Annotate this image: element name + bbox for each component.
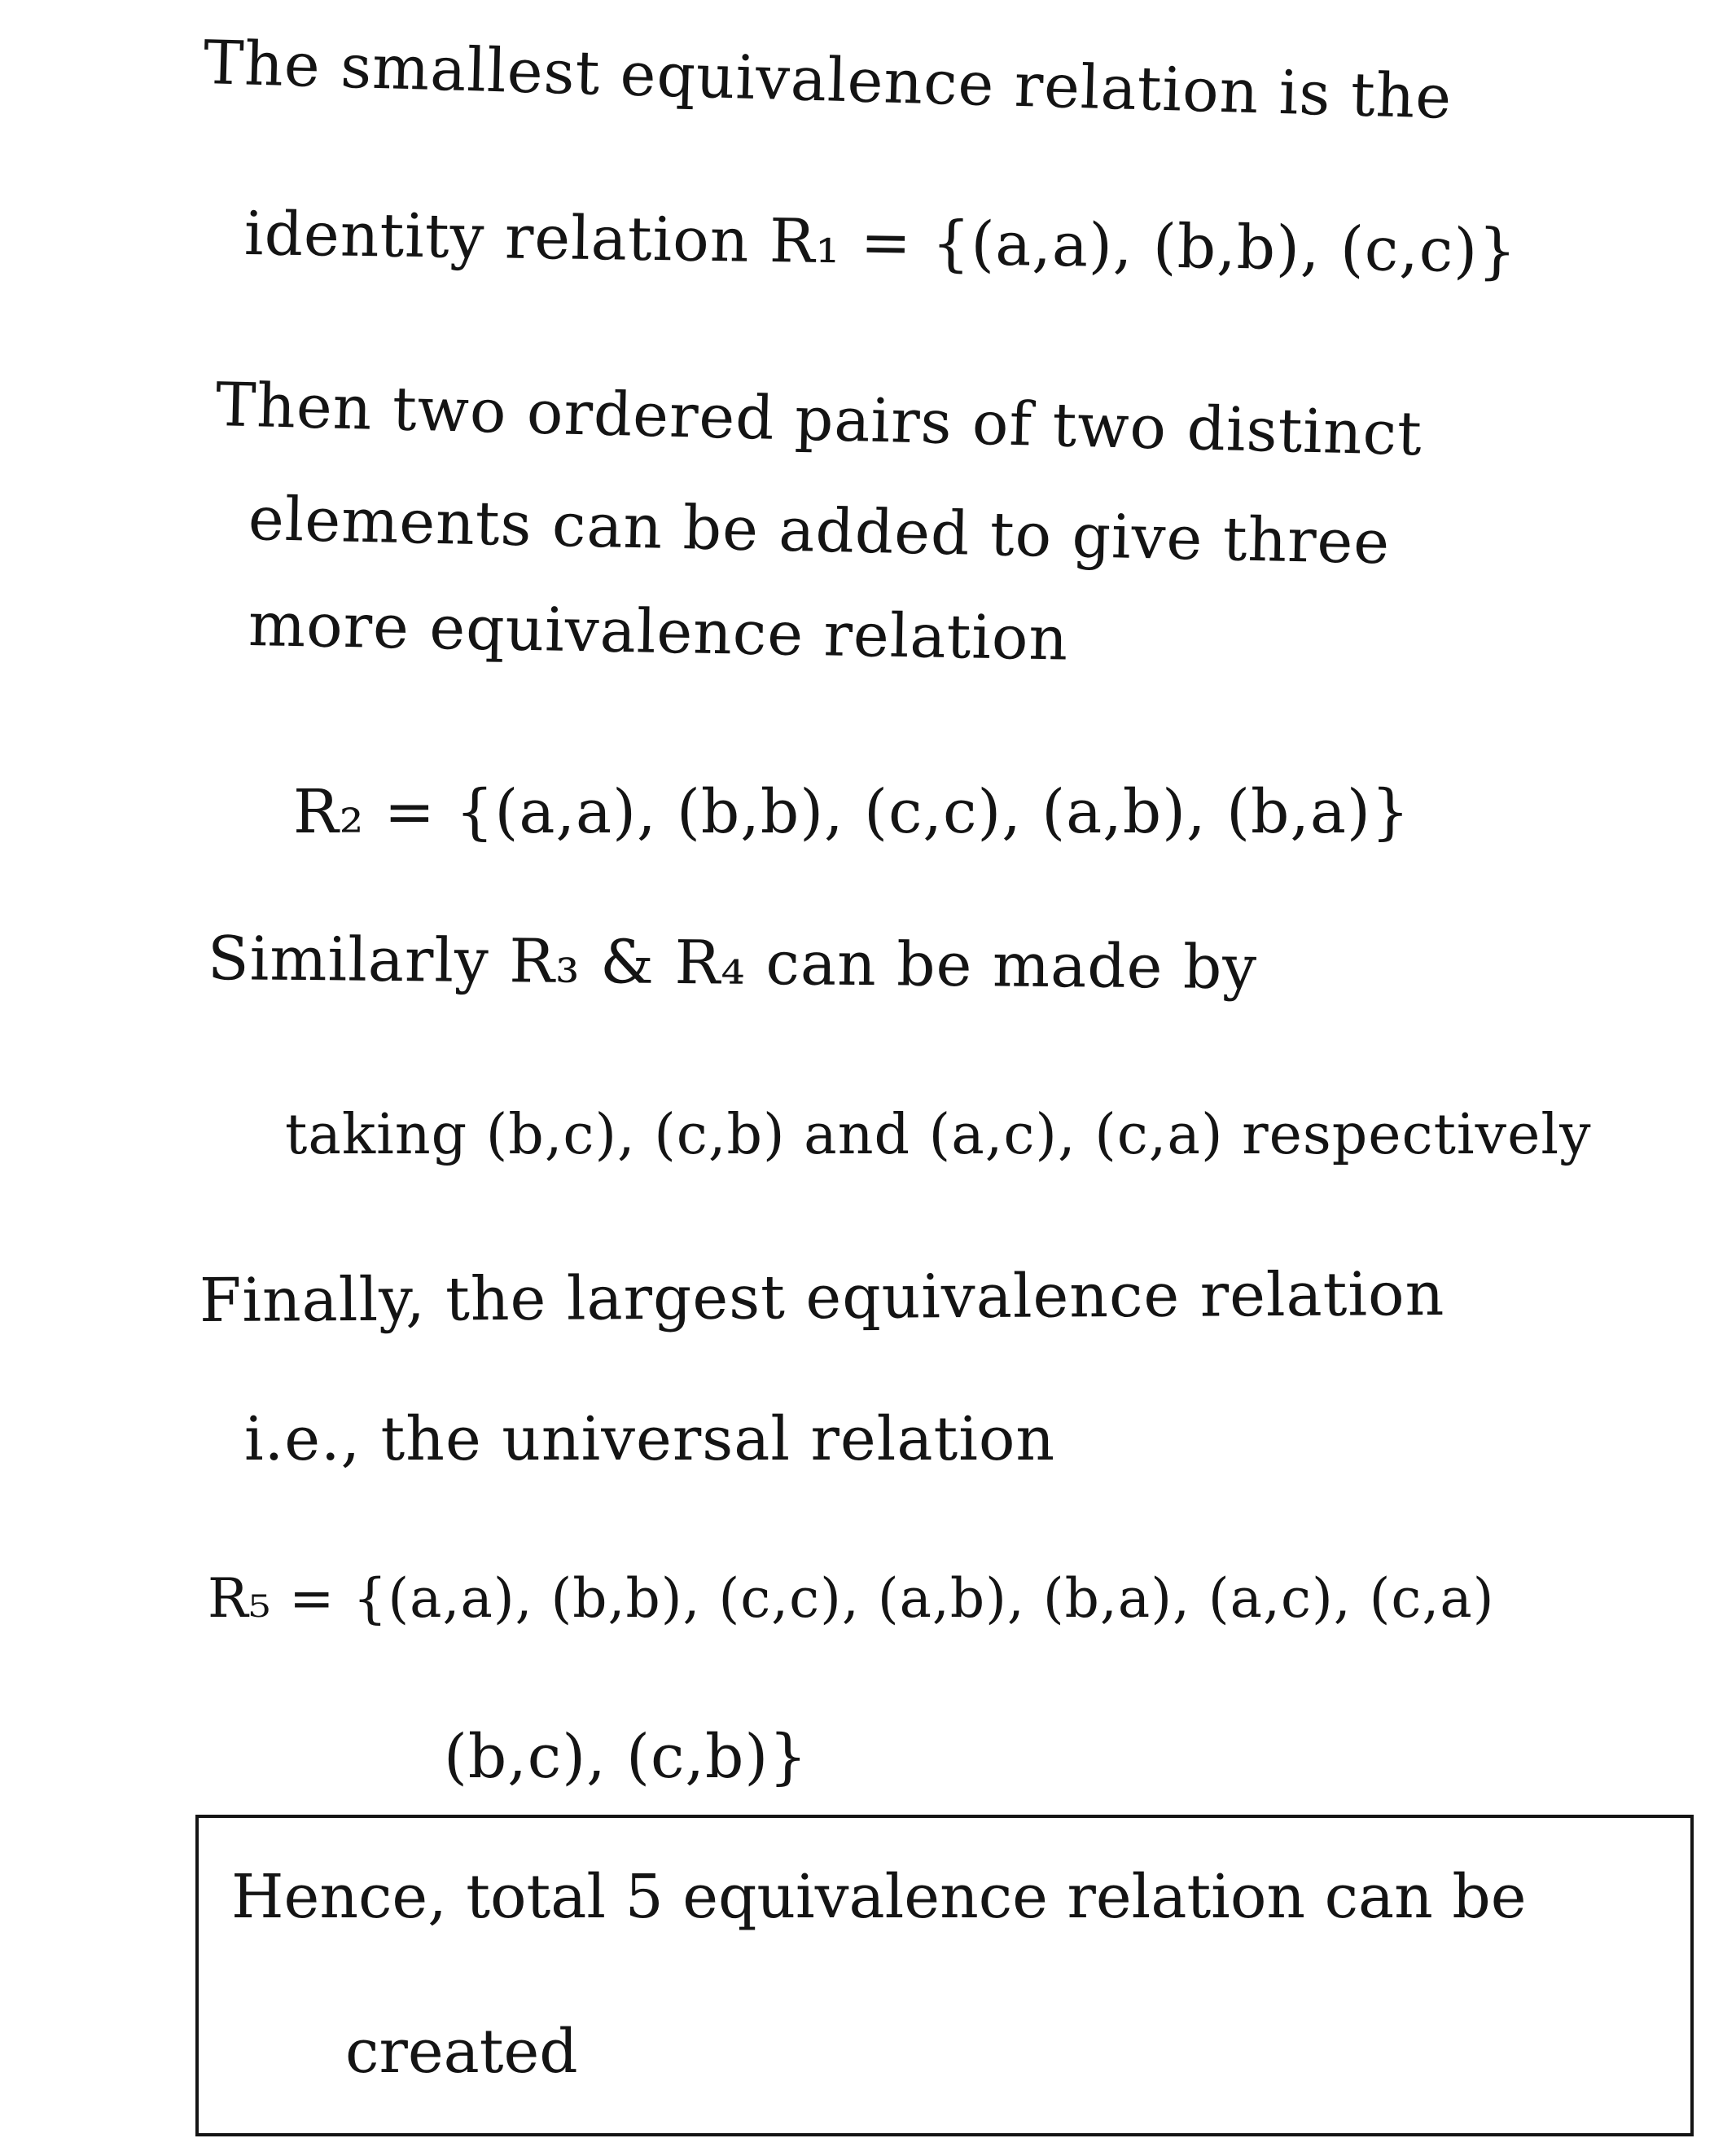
identity-relation-line: identity relation R₁ = {(a,a), (b,b), (c,c)} bbox=[243, 199, 1518, 287]
explanation-line-1: Then two ordered pairs of two distinct bbox=[214, 370, 1423, 470]
taking-pairs-line: taking (b,c), (c,b) and (a,c), (c,a) respectively bbox=[285, 1103, 1592, 1167]
explanation-line-3: more equivalence relation bbox=[248, 590, 1069, 674]
conclusion-box bbox=[195, 1815, 1694, 2136]
conclusion-line-1: Hence, total 5 equivalence relation can be bbox=[231, 1862, 1527, 1932]
relation-r5-continued: (b,c), (c,b)} bbox=[444, 1722, 809, 1792]
finally-line: Finally, the largest equivalence relation bbox=[199, 1258, 1445, 1336]
relation-r2: R₂ = {(a,a), (b,b), (c,c), (a,b), (b,a)} bbox=[293, 777, 1410, 847]
relation-r5: R₅ = {(a,a), (b,b), (c,c), (a,b), (b,a), (a,c), (c,a) bbox=[208, 1567, 1495, 1630]
conclusion-line-2: created bbox=[345, 2017, 578, 2087]
similarly-line: Similarly R₃ & R₄ can be made by bbox=[207, 924, 1258, 1003]
universal-relation-line: i.e., the universal relation bbox=[244, 1404, 1056, 1474]
intro-line: The smallest equivalence relation is the bbox=[202, 28, 1453, 133]
explanation-line-2: elements can be added to give three bbox=[248, 484, 1392, 578]
